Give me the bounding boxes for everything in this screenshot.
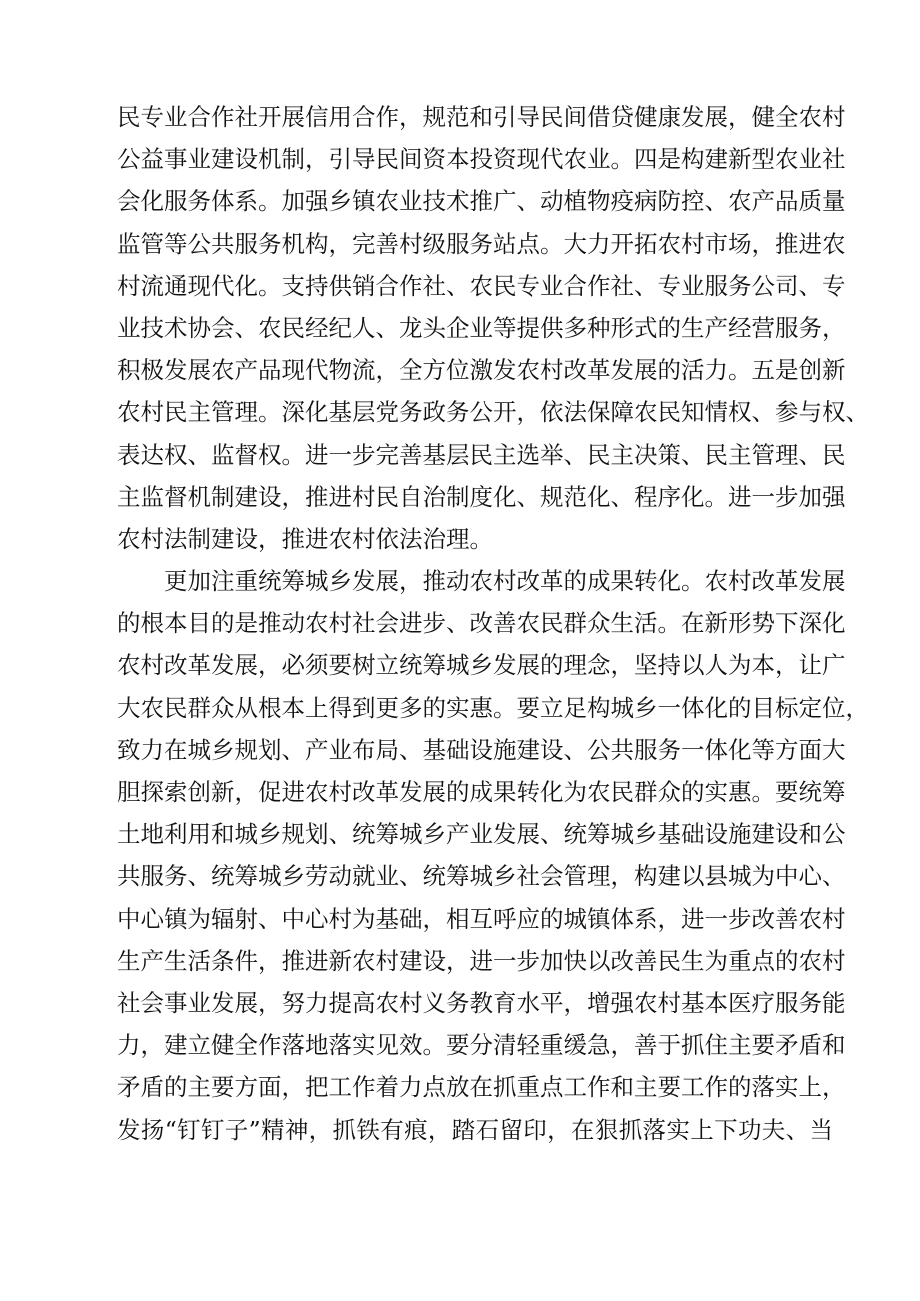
document-body <box>117 96 869 1151</box>
text-line: 致力在城乡规划、产业布局、基础设施建设、公共服务一体化等方面大 <box>117 735 846 764</box>
text-line: 公益事业建设机制，引导民间资本投资现代农业。四是构建新型农业社 <box>117 145 846 174</box>
text-line: 积极发展农产品现代物流，全方位激发农村改革发展的活力。五是创新 <box>117 356 846 385</box>
text-line: 矛盾的主要方面，把工作着力点放在抓重点工作和主要工作的落实上， <box>117 1073 846 1102</box>
paragraph-2 <box>117 560 869 1151</box>
text-line: 主监督机制建设，推进村民自治制度化、规范化、程序化。进一步加强 <box>117 482 846 511</box>
text-line: 监管等公共服务机构，完善村级服务站点。大力开拓农村市场，推进农 <box>117 229 846 258</box>
text-line: 力，建立健全作落地落实见效。要分清轻重缓急，善于抓住主要矛盾和 <box>117 1031 846 1060</box>
text-line: 业技术协会、农民经纪人、龙头企业等提供多种形式的生产经营服务， <box>117 313 846 342</box>
text-line: 土地利用和城乡规划、统筹城乡产业发展、统筹城乡基础设施建设和公 <box>117 820 846 849</box>
text-line: 农村法制建设，推进农村依法治理。 <box>117 524 493 553</box>
text-line: 农村改革发展，必须要树立统筹城乡发展的理念，坚持以人为本，让广 <box>117 651 846 680</box>
text-line: 农村民主管理。深化基层党务政务公开，依法保障农民知情权、参与权、 <box>117 398 869 427</box>
text-line: 发扬“钉钉子”精神，抓铁有痕，踏石留印，在狠抓落实上下功夫、当 <box>117 1115 833 1144</box>
text-line: 社会事业发展，努力提高农村义务教育水平，增强农村基本医疗服务能 <box>117 988 846 1017</box>
text-line: 大农民群众从根本上得到更多的实惠。要立足构城乡一体化的目标定位， <box>117 693 869 722</box>
text-line: 表达权、监督权。进一步完善基层民主选举、民主决策、民主管理、民 <box>117 440 846 469</box>
text-line: 更加注重统筹城乡发展，推动农村改革的成果转化。农村改革发展 <box>164 567 846 596</box>
text-line: 村流通现代化。支持供销合作社、农民专业合作社、专业服务公司、专 <box>117 271 846 300</box>
text-line: 共服务、统筹城乡劳动就业、统筹城乡社会管理，构建以县城为中心、 <box>117 862 846 891</box>
text-line: 中心镇为辐射、中心村为基础，相互呼应的城镇体系，进一步改善农村 <box>117 904 846 933</box>
text-line: 会化服务体系。加强乡镇农业技术推广、动植物疫病防控、农产品质量 <box>117 187 846 216</box>
text-line: 的根本目的是推动农村社会进步、改善农民群众生活。在新形势下深化 <box>117 609 846 638</box>
text-line: 生产生活条件，推进新农村建设，进一步加快以改善民生为重点的农村 <box>117 946 846 975</box>
paragraph-1 <box>117 96 869 560</box>
text-line: 民专业合作社开展信用合作，规范和引导民间借贷健康发展，健全农村 <box>117 103 846 131</box>
text-line: 胆探索创新，促进农村改革发展的成果转化为农民群众的实惠。要统筹 <box>117 778 846 806</box>
